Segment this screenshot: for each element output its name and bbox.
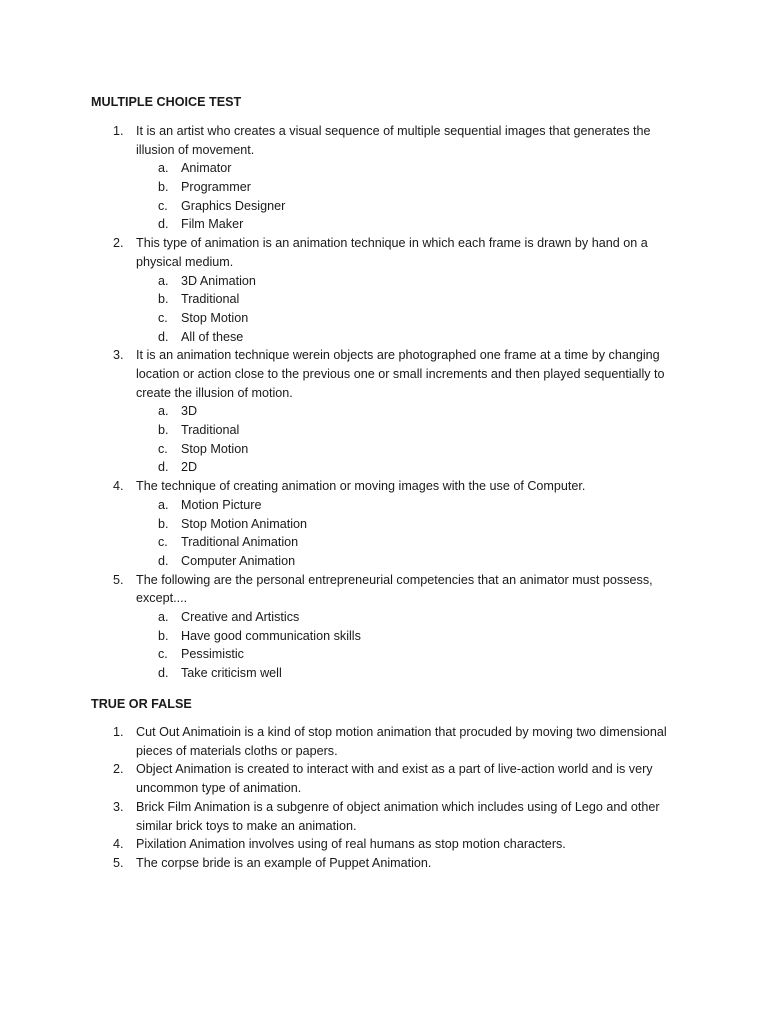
mc-section-title: MULTIPLE CHOICE TEST (91, 95, 242, 109)
option-letter: c. (158, 310, 168, 325)
option-text: Traditional (181, 292, 240, 307)
option-text: Stop Motion (181, 441, 249, 456)
option-letter: d. (158, 217, 169, 232)
option-text: Stop Motion Animation (181, 516, 308, 531)
tf-question (0, 723, 676, 760)
question-number: 3. (113, 799, 124, 814)
question-number: 2. (113, 762, 124, 777)
option-letter: c. (158, 441, 168, 456)
option-letter: b. (158, 180, 169, 195)
option-text: Traditional (181, 423, 240, 438)
answer-option (0, 272, 681, 291)
option-letter: a. (158, 161, 169, 176)
mc-question (0, 571, 681, 683)
answer-option (0, 627, 681, 646)
answer-option (0, 440, 681, 459)
option-text: Take criticism well (181, 666, 282, 681)
option-text: Programmer (181, 180, 251, 195)
question-number: 3. (113, 348, 124, 363)
answer-option (0, 309, 681, 328)
question-number: 5. (113, 855, 124, 870)
answer-option (0, 458, 681, 477)
option-text: 3D Animation (181, 273, 256, 288)
question-text: The corpse bride is an example of Puppet Animation. (136, 855, 432, 870)
question-text: The technique of creating animation or moving images with the use of Computer. (136, 479, 586, 494)
answer-option (0, 533, 681, 552)
option-letter: b. (158, 423, 169, 438)
option-letter: a. (158, 497, 169, 512)
answer-option (0, 664, 681, 683)
mc-question (0, 122, 681, 234)
answer-option (0, 159, 681, 178)
mc-question (0, 346, 681, 477)
option-letter: b. (158, 628, 169, 643)
question-text: It is an animation technique werein objects are photographed one frame at a time by changing location or action close to the previous one or small increments and then played sequentially to create the illusion of motion. (136, 348, 665, 400)
option-text: All of these (181, 329, 244, 344)
answer-option (0, 496, 681, 515)
question-text: Brick Film Animation is a subgenre of object animation which includes using of Lego and other similar brick toys to make an animation. (136, 799, 660, 833)
option-text: Motion Picture (181, 497, 262, 512)
mc-question (0, 477, 681, 570)
question-number: 5. (113, 572, 124, 587)
answer-option (0, 608, 681, 627)
option-letter: a. (158, 404, 169, 419)
option-letter: b. (158, 292, 169, 307)
option-text: Film Maker (181, 217, 244, 232)
option-text: 3D (181, 404, 198, 419)
answer-option (0, 645, 681, 664)
option-letter: d. (158, 329, 169, 344)
tf-section-title: TRUE OR FALSE (91, 697, 192, 711)
tf-question-list (0, 723, 676, 873)
question-text: Object Animation is created to interact with and exist as a part of live-action world and is very uncommon type of animation. (136, 762, 653, 796)
question-number: 1. (113, 124, 124, 138)
question-number: 4. (113, 837, 124, 852)
question-number: 4. (113, 479, 124, 494)
option-letter: a. (158, 273, 169, 288)
tf-question (0, 854, 676, 873)
option-letter: c. (158, 535, 168, 550)
option-letter: b. (158, 516, 169, 531)
option-letter: d. (158, 460, 169, 475)
option-letter: a. (158, 610, 169, 625)
question-number: 2. (113, 236, 124, 251)
tf-question (0, 760, 676, 797)
option-text: 2D (181, 460, 198, 475)
option-letter: d. (158, 553, 169, 568)
option-letter: d. (158, 666, 169, 681)
option-text: Have good communication skills (181, 628, 361, 643)
mc-question (0, 234, 681, 346)
option-letter: c. (158, 647, 168, 662)
answer-option (0, 290, 681, 309)
option-text: Animator (181, 161, 232, 176)
option-text: Traditional Animation (181, 535, 299, 550)
answer-option (0, 421, 681, 440)
answer-option (0, 328, 681, 347)
option-letter: c. (158, 198, 168, 213)
question-text: It is an artist who creates a visual sequence of multiple sequential images that generates the illusion of movement. (136, 124, 651, 157)
tf-question (0, 835, 676, 854)
answer-option (0, 178, 681, 197)
question-text: Cut Out Animatioin is a kind of stop motion animation that procuded by moving two dimensional pieces of materials cloths or papers. (136, 725, 667, 758)
question-number: 1. (113, 725, 124, 739)
option-text: Creative and Artistics (181, 610, 300, 625)
tf-question (0, 798, 676, 835)
question-text: This type of animation is an animation technique in which each frame is drawn by hand on a physical medium. (136, 236, 648, 269)
option-text: Computer Animation (181, 553, 296, 568)
question-text: Pixilation Animation involves using of real humans as stop motion characters. (136, 837, 566, 852)
answer-option (0, 215, 681, 234)
option-text: Stop Motion (181, 310, 249, 325)
answer-option (0, 197, 681, 216)
answer-option (0, 515, 681, 534)
mc-question-list (0, 122, 681, 683)
option-text: Pessimistic (181, 647, 244, 662)
answer-option (0, 402, 681, 421)
answer-option (0, 552, 681, 571)
question-text: The following are the personal entrepreneurial competencies that an animator must possess, except.... (136, 572, 653, 606)
option-text: Graphics Designer (181, 198, 286, 213)
